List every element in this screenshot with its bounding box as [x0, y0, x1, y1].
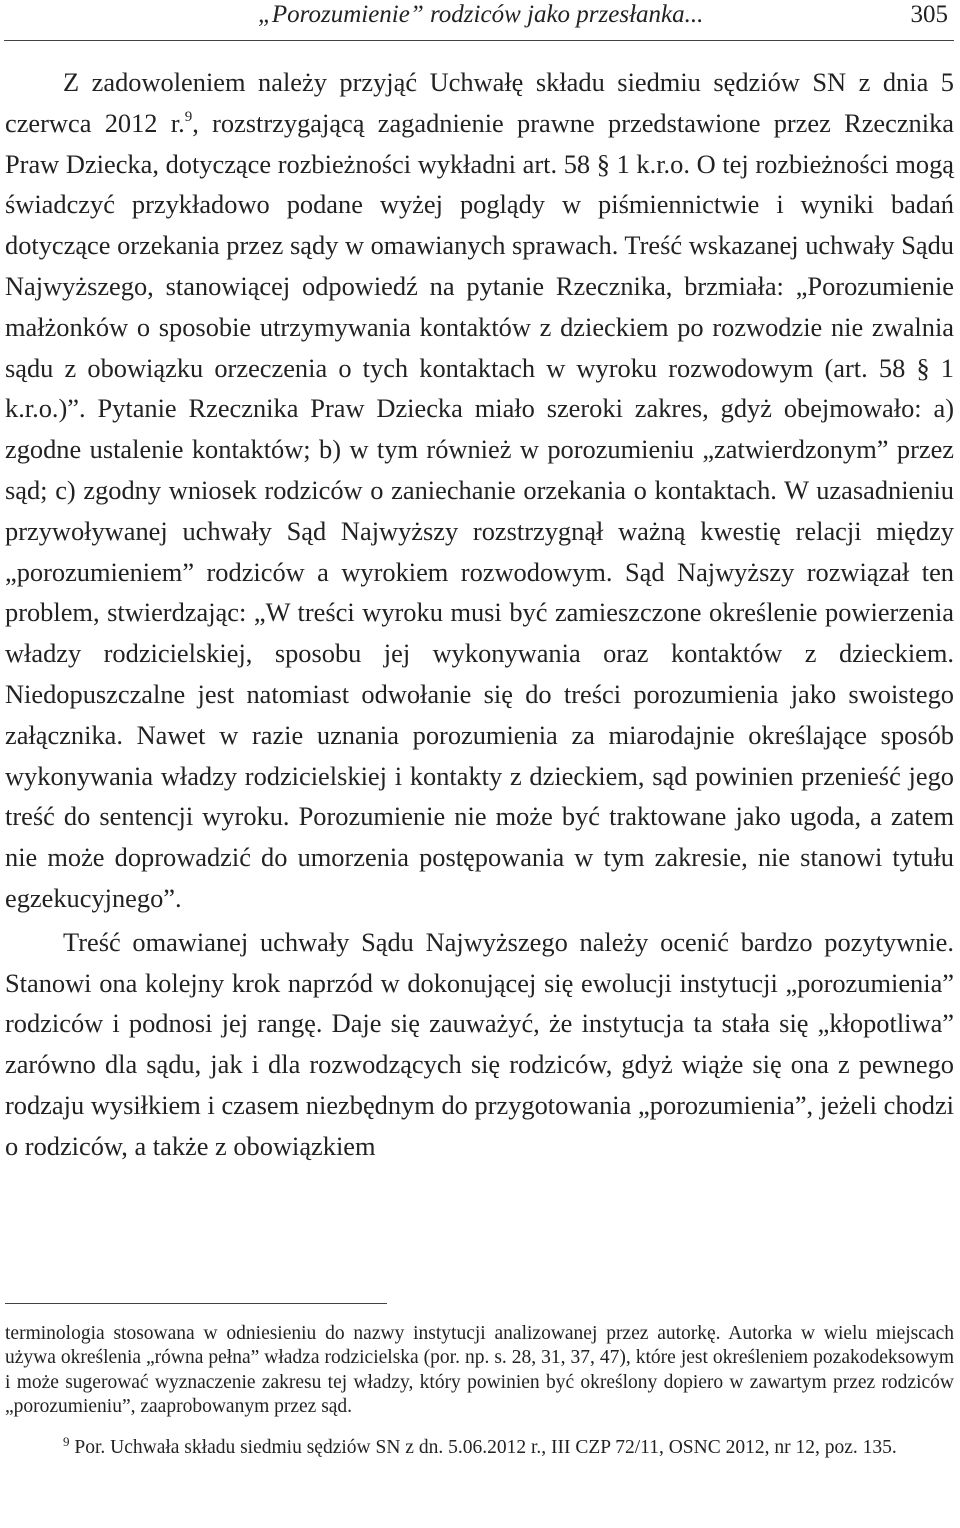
footnote-reference-9[interactable]: 9	[184, 108, 193, 125]
footnote-9	[5, 1433, 954, 1460]
page-header	[0, 0, 960, 44]
page-number: 305	[910, 1, 948, 28]
paragraph-2: Treść omawianej uchwały Sądu Najwyższego należy ocenić bardzo pozytywnie. Stanowi ona kolejny krok naprzód w dokonującej się ewolucji instytucji „porozumienia” rodziców i podnosi jej rangę. Daje się zauważyć, że instytucja ta stała się „kłopotliwa” zarówno dla sądu, jak i dla rozwodzących się rodziców, gdyż wiąże się ona z pewnego rodzaju wysiłkiem i czasem niezbędnym do przygotowania „porozumienia”, jeżeli chodzi o rodziców, a także z obowiązkiem	[5, 926, 954, 1161]
header-rule	[4, 40, 954, 41]
paragraph-1	[5, 62, 954, 919]
paragraph-1-start: Z zadowoleniem należy przyjąć Uchwałę składu siedmiu sędziów SN z dnia 5 czerwca 2012 r.	[5, 67, 954, 138]
footnote-continued: terminologia stosowana w odniesieniu do nazwy instytucji analizowanej przez autorkę. Autorka w wielu miejscach używa określenia „równa pełna” władza rodzicielska (por. np. s. 28, 31, 37, 47), które jest określeniem pozakodeksowym i może sugerować wyznaczenie zakresu tej władzy, który powinien być określony dopiero w zawartym przez rodziców „porozumieniu”, zaaprobowanym przez sąd.	[5, 1323, 954, 1418]
running-title: „Porozumienie” rodziców jako przesłanka...	[258, 1, 704, 28]
footnote-9-text: Por. Uchwała składu siedmiu sędziów SN z dn. 5.06.2012 r., III CZP 72/11, OSNC 2012, nr 12, poz. 135.	[74, 1436, 897, 1458]
footnotes	[5, 1322, 954, 1460]
footnote-9-number: 9	[63, 1433, 70, 1449]
paragraph-1-rest: , rozstrzygającą zagadnienie prawne przedstawione przez Rzecznika Praw Dziecka, dotyczące rozbieżności wykładni art. 58 § 1 k.r.o. O tej rozbieżności mogą świadczyć przykładowo podane wyżej poglądy w piśmiennictwie i wyniki badań dotyczące orzekania przez sądy w omawianych sprawach. Treść wskazanej uchwały Sądu Najwyższego, stanowiącej odpowiedź na pytanie Rzecznika, brzmiała: „Porozumienie małżonków o sposobie utrzymywania kontaktów z dzieckiem po rozwodzie nie zwalnia sądu z obowiązku orzeczenia o tych kontaktach w wyroku rozwodowym (art. 58 § 1 k.r.o.)”. Pytanie Rzecznika Praw Dziecka miało szeroki zakres, gdyż obejmowało: a) zgodne ustalenie kontaktów; b) w tym również w porozumieniu „zatwierdzonym” przez sąd; c) zgodny wniosek rodziców o zaniechanie orzekania o kontaktach. W uzasadnieniu przywoływanej uchwały Sąd Najwyższy rozstrzygnął ważną kwestię relacji między „porozumieniem” rodziców a wyrokiem rozwodowym. Sąd Najwyższy rozwiązał ten problem, stwierdzając: „W treści wyroku musi być zamieszczone określenie powierzenia władzy rodzicielskiej, sposobu jej wykonywania oraz kontaktów z dzieckiem. Niedopuszczalne jest natomiast odwołanie się do treści porozumienia jako swoistego załącznika. Nawet w razie uznania porozumienia za miarodajnie określające sposób wykonywania władzy rodzicielskiej i kontakty z dzieckiem, sąd powinien przenieść jego treść do sentencji wyroku. Porozumienie nie może być traktowane jako ugoda, a zatem nie może doprowadzić do umorzenia postępowania w tym zakresie, nie stanowi tytułu egzekucyjnego”.	[5, 107, 954, 913]
footnote-separator	[5, 1303, 387, 1304]
main-text	[5, 62, 954, 1167]
